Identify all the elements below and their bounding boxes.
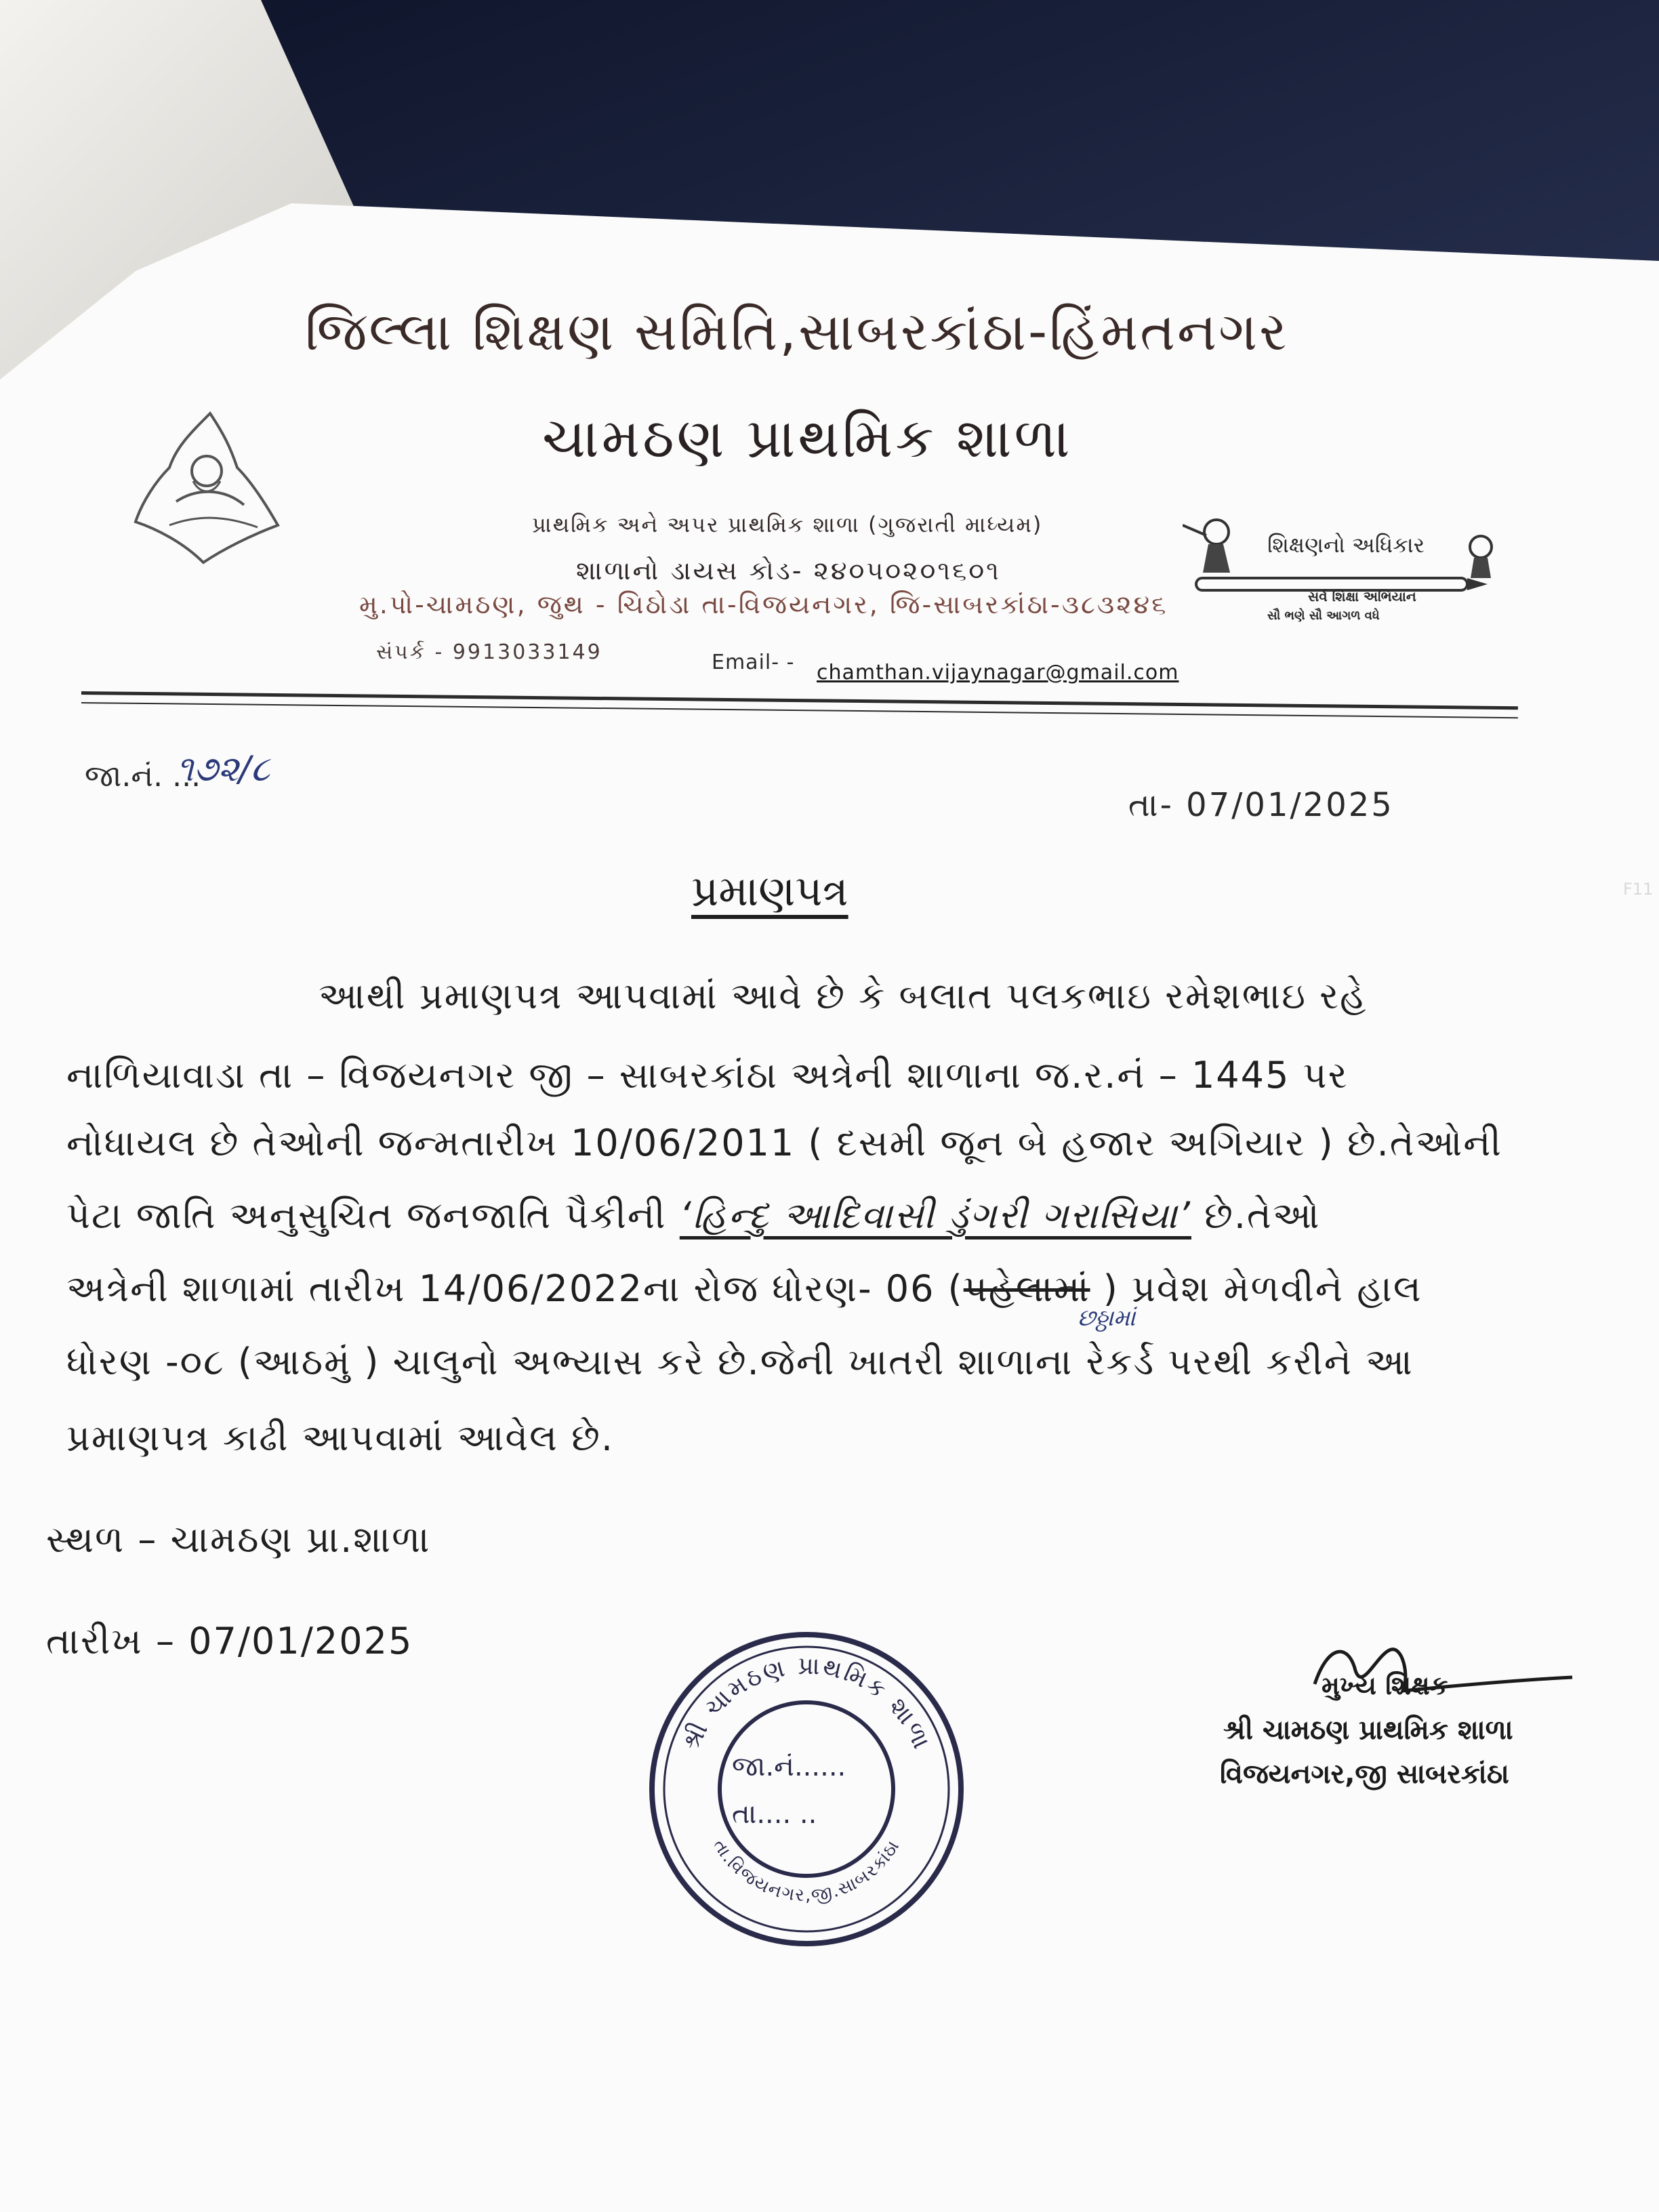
body-line-5 <box>66 1267 1422 1311</box>
svg-text:તા.વિજયનગર,જી.સાબરકાંઠા <box>709 1836 904 1906</box>
stamp-ring-top: શ્રી ચામઠણ પ્રાથમિક શાળા <box>676 1652 937 1755</box>
edge-key-label: F11 <box>1623 880 1654 899</box>
struck-out-word: પહેલામાં <box>963 1267 1090 1310</box>
committee-name: જિલ્લા શિક્ષણ સમિતિ,સાબરકાંઠા-હિંમતનગર <box>305 302 1289 363</box>
certificate-title: પ્રમાણપત્ર <box>691 866 848 916</box>
school-name: ચામઠણ પ્રાથમિક શાળા <box>542 407 1073 470</box>
body-line-5-pre: અત્રેની શાળામાં તારીખ 14/06/2022ના રોજ ધોરણ- 06 ( <box>66 1267 964 1310</box>
body-line-4-post: છે.તેઓ <box>1191 1194 1321 1237</box>
stamp-ring-bottom: તા.વિજયનગર,જી.સાબરકાંઠા <box>708 1836 905 1906</box>
right-logo-subtitle-1: સર્વ શિક્ષા અભિયાન <box>1308 588 1416 605</box>
school-address: મુ.પો-ચામઠણ, જુથ - ચિઠોડા તા-વિજયનગર, જિ-સાબરકાંઠા-૩૮૩૨૪૬ <box>359 590 1168 619</box>
right-logo-subtitle-2: સૌ ભણે સૌ આગળ વધે <box>1267 609 1380 623</box>
body-line-6: ધોરણ -૦૮ (આઠમું ) ચાલુનો અભ્યાસ કરે છે.જેની ખાતરી શાળાના રેકર્ડ પરથી કરીને આ <box>66 1340 1414 1383</box>
caste-name: ‘હિન્દુ આદિવાસી ડુંગરી ગરાસિયા’ <box>679 1194 1191 1237</box>
dise-code: શાળાનો ડાયસ કોડ- ૨૪૦૫૦૨૦૧૬૦૧ <box>576 556 1001 586</box>
place: સ્થળ – ચામઠણ પ્રા.શાળા <box>46 1518 431 1561</box>
outward-number-label: જા.નં. ... <box>85 759 201 794</box>
body-line-2: નાળિયાવાડા તા – વિજયનગર જી – સાબરકાંઠા અત્રેની શાળાના જ.ર.નં – 1445 પર <box>66 1054 1349 1097</box>
right-logo-title: શિક્ષણનો અધિકાર <box>1267 532 1425 558</box>
shikshan-adhikar-logo-icon <box>1183 505 1515 623</box>
ganesha-emblem-icon <box>129 407 285 569</box>
signatory-school: શ્રી ચામઠણ પ્રાથમિક શાળા <box>1223 1715 1513 1746</box>
handwritten-correction: છઠ્ઠામાં <box>1078 1305 1136 1332</box>
school-type: પ્રાથમિક અને અપર પ્રાથમિક શાળા (ગુજરાતી માધ્યમ) <box>532 512 1043 537</box>
issue-date: તા- 07/01/2025 <box>1128 786 1394 824</box>
signatory-title: મુખ્ય શિક્ષક <box>1322 1671 1448 1700</box>
body-line-3: નોધાયલ છે તેઓની જન્મતારીખ 10/06/2011 ( દસમી જૂન બે હજાર અગિયાર ) છે.તેઓની <box>66 1122 1502 1164</box>
email-label: Email- - <box>712 651 795 674</box>
footer-date: તારીખ – 07/01/2025 <box>46 1620 413 1662</box>
body-line-5-post: ) પ્રવેશ મેળવીને હાલ <box>1090 1267 1422 1310</box>
body-line-7: પ્રમાણપત્ર કાઢી આપવામાં આવેલ છે. <box>66 1416 615 1459</box>
body-line-1: આથી પ્રમાણપત્ર આપવામાં આવે છે કે બલાત પલકભાઇ રમેશભાઇ રહે <box>319 975 1368 1017</box>
signatory-location: વિજયનગર,જી સાબરકાંઠા <box>1220 1759 1509 1790</box>
outward-number-value: ૧૭૨/૮ <box>176 749 270 790</box>
stamp-inner-line-1: જા.નં...... <box>732 1751 846 1782</box>
body-line-4-pre: પેટા જાતિ અનુસુચિત જનજાતિ પૈકીની <box>66 1194 680 1237</box>
school-stamp <box>644 1626 969 1952</box>
stamp-inner-line-2: તા.... .. <box>732 1799 817 1830</box>
email-address: chamthan.vijaynagar@gmail.com <box>817 661 1179 684</box>
contact-number: સંપર્ક - 9913033149 <box>376 640 602 664</box>
body-line-4 <box>66 1194 1321 1237</box>
